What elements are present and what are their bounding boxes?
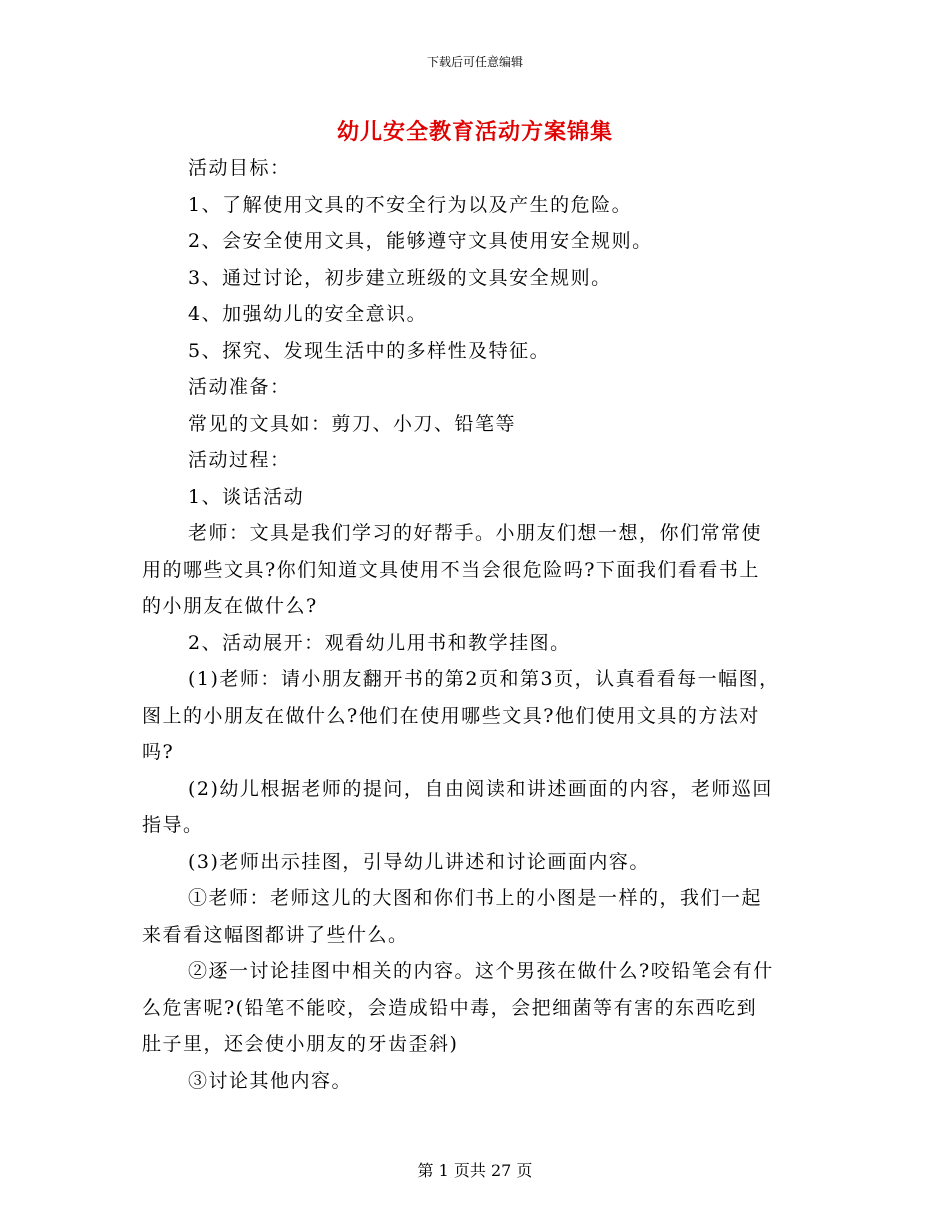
paragraph: 2、活动展开：观看幼儿用书和教学挂图。 bbox=[188, 631, 571, 654]
paragraph: ①老师：老师这儿的大图和你们书上的小图是一样的，我们一起 来看看这幅图都讲了些什么。 bbox=[142, 887, 763, 946]
paragraph: ③讨论其他内容。 bbox=[188, 1069, 353, 1092]
page-footer: 第 1 页共 27 页 bbox=[417, 1161, 533, 1180]
paragraph: 活动准备： bbox=[188, 376, 291, 398]
paragraph: (2)幼儿根据老师的提问，自由阅读和讲述画面的内容，老师巡回 指导。 bbox=[142, 777, 773, 836]
paragraph: 5、探究、发现生活中的多样性及特征。 bbox=[188, 339, 551, 362]
paragraph: (1)老师：请小朋友翻开书的第2页和第3页，认真看看每一幅图， 图上的小朋友在做什么?他们在使用哪些文具?他们使用文具的方法对 吗? bbox=[142, 668, 780, 763]
paragraph: 1、了解使用文具的不安全行为以及产生的危险。 bbox=[188, 193, 633, 216]
paragraph: 1、谈话活动 bbox=[188, 485, 305, 508]
paragraph: 老师：文具是我们学习的好帮手。小朋友们想一想，你们常常使 用的哪些文具?你们知道文具使用不当会很危险吗?下面我们看看书上 的小朋友在做什么? bbox=[142, 522, 763, 617]
page-header: 下载后可任意编辑 bbox=[426, 55, 523, 69]
paragraph: 4、加强幼儿的安全意识。 bbox=[188, 303, 428, 325]
paragraph: (3)老师出示挂图，引导幼儿讲述和讨论画面内容。 bbox=[188, 850, 650, 873]
document-body bbox=[142, 150, 807, 1099]
paragraph: ②逐一讨论挂图中相关的内容。这个男孩在做什么?咬铅笔会有什 么危害呢?(铅笔不能咬，会造成铅中毒，会把细菌等有害的东西吃到 肚子里，还会使小朋友的牙齿歪斜) bbox=[142, 960, 774, 1055]
paragraph: 常见的文具如：剪刀、小刀、铅笔等 bbox=[188, 412, 517, 435]
paragraph: 2、会安全使用文具，能够遵守文具使用安全规则。 bbox=[188, 230, 653, 252]
document-title: 幼儿安全教育活动方案锦集 bbox=[336, 119, 613, 145]
paragraph: 活动目标： bbox=[188, 157, 291, 179]
paragraph: 活动过程： bbox=[188, 449, 291, 471]
paragraph: 3、通过讨论，初步建立班级的文具安全规则。 bbox=[188, 266, 612, 289]
